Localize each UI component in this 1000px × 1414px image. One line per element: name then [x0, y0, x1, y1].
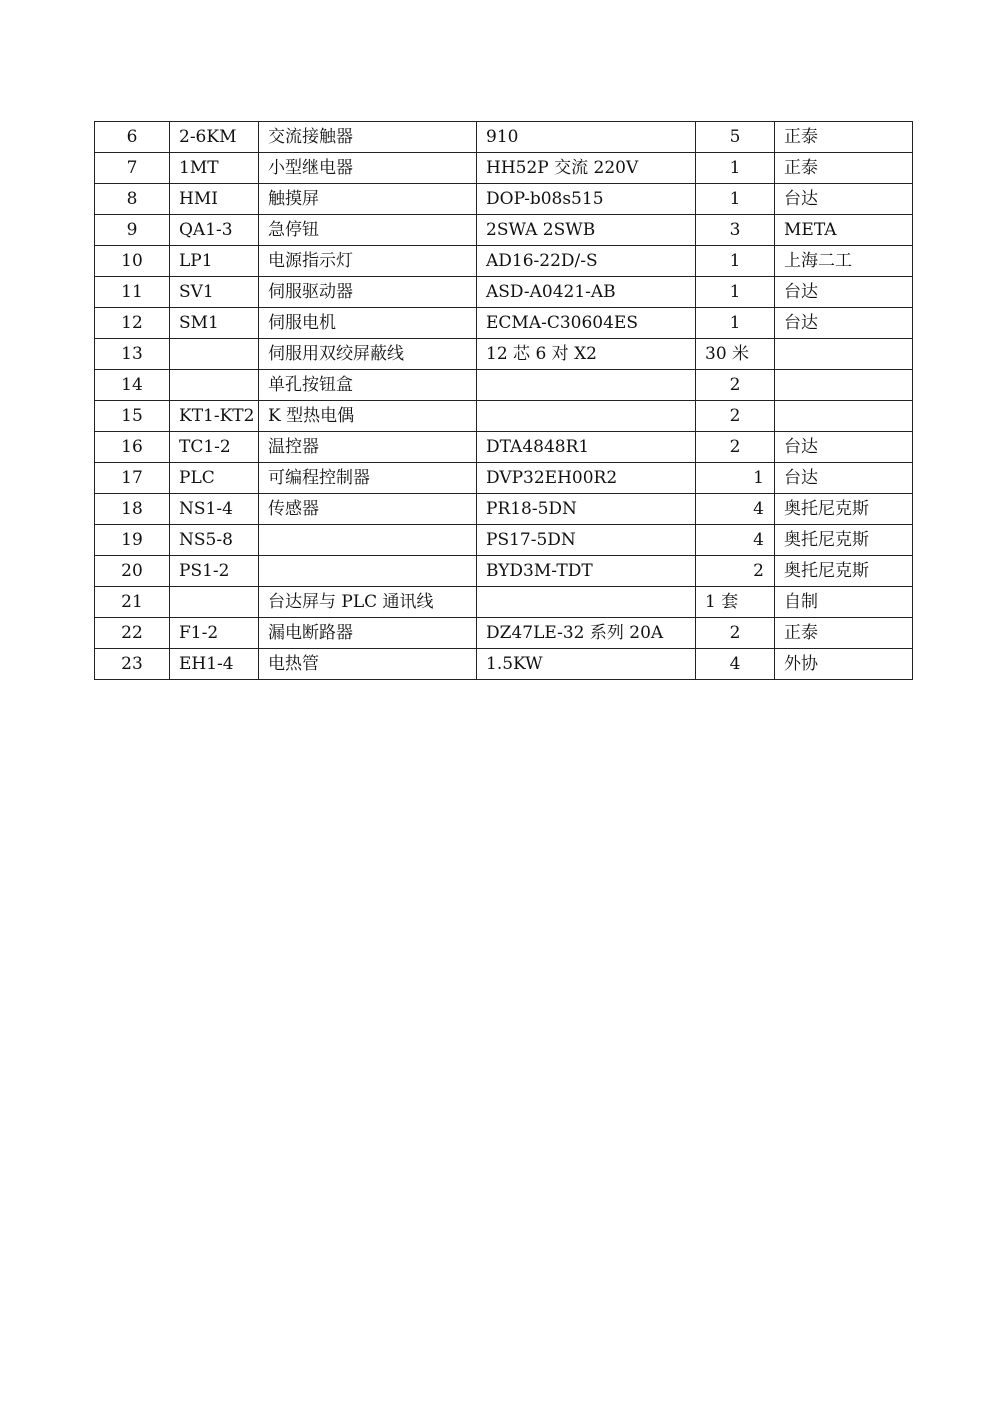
brand-cell: 上海二工 [775, 246, 913, 277]
code-cell: EH1-4 [170, 649, 259, 680]
model-cell: 1.5KW [477, 649, 696, 680]
code-cell: SM1 [170, 308, 259, 339]
part-name-cell: 交流接触器 [259, 122, 477, 153]
model-cell: DVP32EH00R2 [477, 463, 696, 494]
code-cell: TC1-2 [170, 432, 259, 463]
model-cell: DOP-b08s515 [477, 184, 696, 215]
model-cell: PS17-5DN [477, 525, 696, 556]
brand-cell: 台达 [775, 184, 913, 215]
part-name-cell: 台达屏与 PLC 通讯线 [259, 587, 477, 618]
model-cell: AD16-22D/-S [477, 246, 696, 277]
code-cell: SV1 [170, 277, 259, 308]
table-row [95, 370, 913, 401]
part-name-cell: 伺服用双绞屏蔽线 [259, 339, 477, 370]
item-number-cell: 21 [95, 587, 170, 618]
code-cell: HMI [170, 184, 259, 215]
quantity-cell: 2 [696, 370, 775, 401]
model-cell: PR18-5DN [477, 494, 696, 525]
item-number-cell: 9 [95, 215, 170, 246]
model-cell: DTA4848R1 [477, 432, 696, 463]
part-name-cell: 电源指示灯 [259, 246, 477, 277]
quantity-cell: 4 [696, 525, 775, 556]
item-number-cell: 13 [95, 339, 170, 370]
quantity-cell: 1 [696, 246, 775, 277]
code-cell: NS5-8 [170, 525, 259, 556]
table-row [95, 494, 913, 525]
part-name-cell: 单孔按钮盒 [259, 370, 477, 401]
item-number-cell: 19 [95, 525, 170, 556]
model-cell: 2SWA 2SWB [477, 215, 696, 246]
table-row [95, 122, 913, 153]
item-number-cell: 10 [95, 246, 170, 277]
part-name-cell [259, 556, 477, 587]
item-number-cell: 17 [95, 463, 170, 494]
parts-list-body [95, 122, 913, 680]
table-row [95, 556, 913, 587]
item-number-cell: 23 [95, 649, 170, 680]
code-cell [170, 587, 259, 618]
part-name-cell: 伺服电机 [259, 308, 477, 339]
quantity-cell: 30 米 [696, 339, 775, 370]
table-row [95, 339, 913, 370]
part-name-cell: 小型继电器 [259, 153, 477, 184]
item-number-cell: 15 [95, 401, 170, 432]
brand-cell: 正泰 [775, 122, 913, 153]
table-row [95, 246, 913, 277]
table-row [95, 308, 913, 339]
code-cell: 1MT [170, 153, 259, 184]
parts-list-table [94, 121, 913, 680]
model-cell: 12 芯 6 对 X2 [477, 339, 696, 370]
quantity-cell: 1 [696, 153, 775, 184]
quantity-cell: 4 [696, 649, 775, 680]
table-row [95, 153, 913, 184]
brand-cell: 正泰 [775, 618, 913, 649]
quantity-cell: 2 [696, 618, 775, 649]
item-number-cell: 22 [95, 618, 170, 649]
code-cell [170, 370, 259, 401]
item-number-cell: 6 [95, 122, 170, 153]
table-row [95, 277, 913, 308]
item-number-cell: 12 [95, 308, 170, 339]
table-row [95, 184, 913, 215]
code-cell: QA1-3 [170, 215, 259, 246]
quantity-cell: 1 [696, 184, 775, 215]
brand-cell [775, 370, 913, 401]
brand-cell: 台达 [775, 308, 913, 339]
brand-cell: 外协 [775, 649, 913, 680]
table-row [95, 618, 913, 649]
model-cell [477, 401, 696, 432]
item-number-cell: 14 [95, 370, 170, 401]
quantity-cell: 1 [696, 463, 775, 494]
quantity-cell: 3 [696, 215, 775, 246]
brand-cell: META [775, 215, 913, 246]
part-name-cell: 传感器 [259, 494, 477, 525]
brand-cell: 奥托尼克斯 [775, 494, 913, 525]
item-number-cell: 8 [95, 184, 170, 215]
quantity-cell: 2 [696, 432, 775, 463]
table-row [95, 463, 913, 494]
part-name-cell: 可编程控制器 [259, 463, 477, 494]
model-cell: ECMA-C30604ES [477, 308, 696, 339]
code-cell [170, 339, 259, 370]
item-number-cell: 16 [95, 432, 170, 463]
quantity-cell: 1 [696, 277, 775, 308]
code-cell: NS1-4 [170, 494, 259, 525]
code-cell: F1-2 [170, 618, 259, 649]
table-row [95, 587, 913, 618]
code-cell: PS1-2 [170, 556, 259, 587]
brand-cell: 正泰 [775, 153, 913, 184]
table-row [95, 649, 913, 680]
model-cell: DZ47LE-32 系列 20A [477, 618, 696, 649]
part-name-cell: 急停钮 [259, 215, 477, 246]
model-cell: HH52P 交流 220V [477, 153, 696, 184]
brand-cell: 台达 [775, 432, 913, 463]
table-row [95, 525, 913, 556]
brand-cell [775, 401, 913, 432]
model-cell [477, 370, 696, 401]
model-cell: 910 [477, 122, 696, 153]
quantity-cell: 1 套 [696, 587, 775, 618]
quantity-cell: 2 [696, 556, 775, 587]
item-number-cell: 18 [95, 494, 170, 525]
item-number-cell: 11 [95, 277, 170, 308]
table-row [95, 432, 913, 463]
code-cell: LP1 [170, 246, 259, 277]
part-name-cell: 温控器 [259, 432, 477, 463]
brand-cell [775, 339, 913, 370]
part-name-cell: 电热管 [259, 649, 477, 680]
model-cell: ASD-A0421-AB [477, 277, 696, 308]
brand-cell: 自制 [775, 587, 913, 618]
part-name-cell [259, 525, 477, 556]
quantity-cell: 2 [696, 401, 775, 432]
part-name-cell: 伺服驱动器 [259, 277, 477, 308]
table-row [95, 401, 913, 432]
code-cell: 2-6KM [170, 122, 259, 153]
part-name-cell: 触摸屏 [259, 184, 477, 215]
brand-cell: 奥托尼克斯 [775, 556, 913, 587]
brand-cell: 台达 [775, 463, 913, 494]
brand-cell: 奥托尼克斯 [775, 525, 913, 556]
model-cell [477, 587, 696, 618]
part-name-cell: 漏电断路器 [259, 618, 477, 649]
quantity-cell: 1 [696, 308, 775, 339]
item-number-cell: 20 [95, 556, 170, 587]
model-cell: BYD3M-TDT [477, 556, 696, 587]
quantity-cell: 5 [696, 122, 775, 153]
item-number-cell: 7 [95, 153, 170, 184]
table-row [95, 215, 913, 246]
quantity-cell: 4 [696, 494, 775, 525]
code-cell: KT1-KT2 [170, 401, 259, 432]
part-name-cell: K 型热电偶 [259, 401, 477, 432]
code-cell: PLC [170, 463, 259, 494]
brand-cell: 台达 [775, 277, 913, 308]
